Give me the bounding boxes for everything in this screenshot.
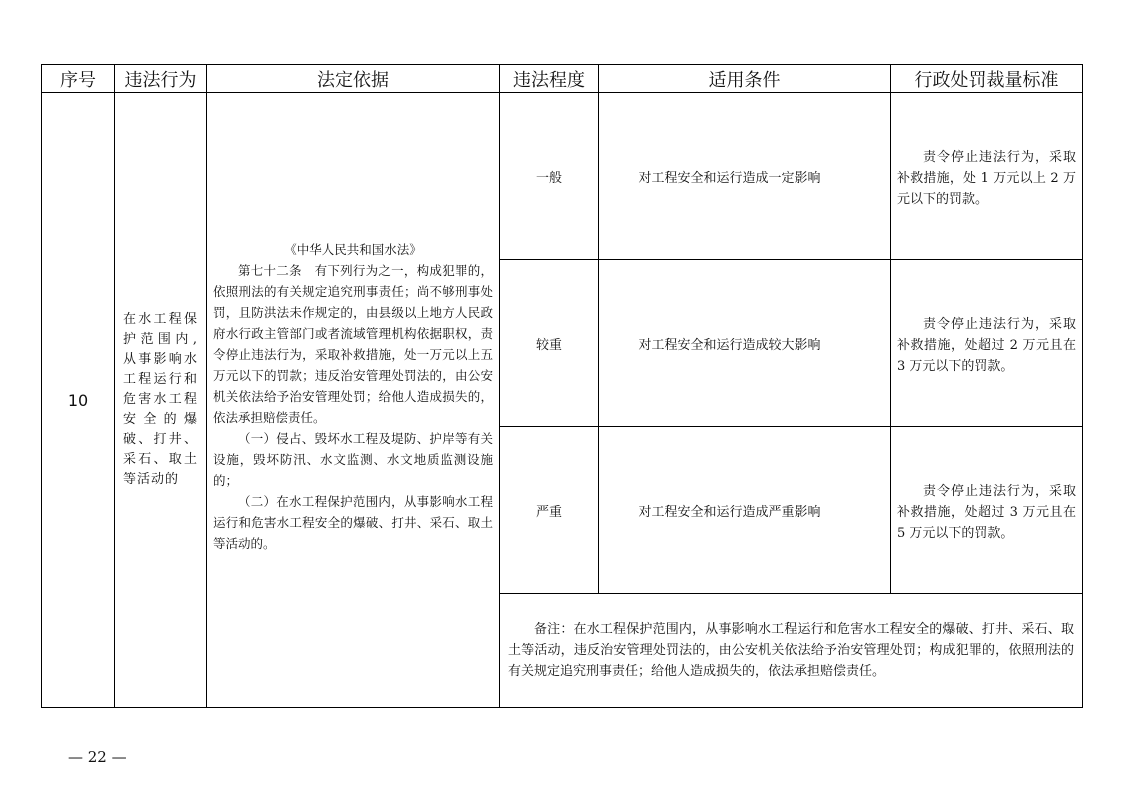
condition-serious: 对工程安全和运行造成较大影响 [599,260,891,427]
penalty-standard-table [41,64,1083,708]
law-clause-2: （二）在水工程保护范围内，从事影响水工程运行和危害水工程安全的爆破、打井、采石、取土等活动的。 [213,494,493,551]
penalty-severe [891,427,1083,594]
degree-serious: 较重 [500,260,599,427]
header-condition: 适用条件 [599,65,891,93]
seq-cell: 10 [42,93,115,708]
degree-severe: 严重 [500,427,599,594]
table-header-row [42,65,1083,93]
condition-general: 对工程安全和运行造成一定影响 [599,93,891,260]
penalty-serious-text: 责令停止违法行为，采取补救措施，处超过 2 万元且在 3 万元以下的罚款。 [897,317,1076,374]
legal-basis-cell [207,93,500,708]
header-penalty-standard: 行政处罚裁量标准 [891,65,1083,93]
penalty-severe-text: 责令停止违法行为，采取补救措施，处超过 3 万元且在 5 万元以下的罚款。 [897,484,1076,541]
header-seq: 序号 [42,65,115,93]
law-clause-1: （一）侵占、毁坏水工程及堤防、护岸等有关设施，毁坏防汛、水文监测、水文地质监测设施的； [213,431,493,488]
law-article: 第七十二条 有下列行为之一，构成犯罪的，依照刑法的有关规定追究刑事责任；尚不够刑事处罚，且防洪法未作规定的，由县级以上地方人民政府水行政主管部门或者流域管理机构依据职权，责令停止违法行为，采取补救措施，处一万元以上五万元以下的罚款；违反治安管理处罚法的，由公安机关依法给予治安管理处罚；给他人造成损失的，依法承担赔偿责任。 [213,263,493,425]
remark-cell [500,594,1083,708]
header-legal-basis: 法定依据 [207,65,500,93]
law-title: 《中华人民共和国水法》 [284,242,422,257]
penalty-general [891,93,1083,260]
header-behavior: 违法行为 [115,65,207,93]
table-row [42,93,1083,260]
behavior-cell: 在水工程保护范围内,从事影响水工程运行和危害水工程安全的爆破、打井、采石、取土等活动的 [115,93,207,708]
remark-text: 备注：在水工程保护范围内，从事影响水工程运行和危害水工程安全的爆破、打井、采石、取土等活动，违反治安管理处罚法的，由公安机关依法给予治安管理处罚；构成犯罪的，依照刑法的有关规定追究刑事责任；给他人造成损失的，依法承担赔偿责任。 [508,622,1074,679]
header-degree: 违法程度 [500,65,599,93]
condition-severe: 对工程安全和运行造成严重影响 [599,427,891,594]
penalty-serious [891,260,1083,427]
degree-general: 一般 [500,93,599,260]
penalty-general-text: 责令停止违法行为，采取补救措施，处 1 万元以上 2 万元以下的罚款。 [897,150,1076,207]
page-number: — 22 — [68,748,127,766]
